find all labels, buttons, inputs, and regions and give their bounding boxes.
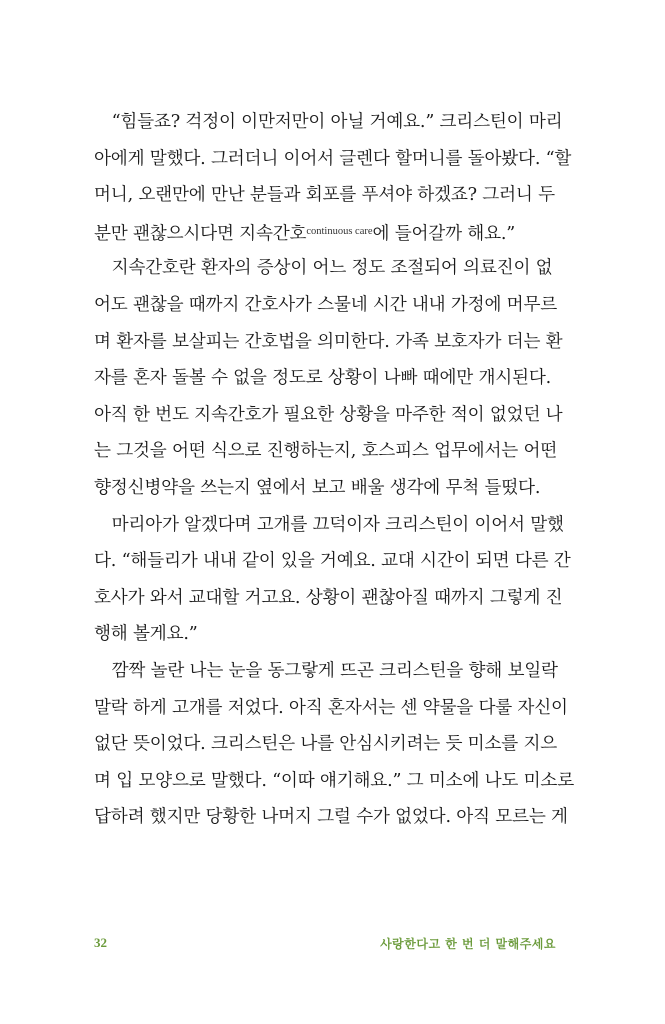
text-line: 머니, 오랜만에 만난 분들과 회포를 푸셔야 하겠죠? 그러니 두 (94, 185, 555, 206)
text-line: 깜짝 놀란 나는 눈을 동그랗게 뜨곤 크리스틴을 향해 보일락 (111, 660, 558, 681)
text-line: “힘들죠? 걱정이 이만저만이 아닐 거예요.” 크리스틴이 마리 (111, 112, 563, 132)
text-line: 아에게 말했다. 그러더니 이어서 글렌다 할머니를 돌아봤다. “할 (94, 148, 572, 169)
page-number: 32 (94, 935, 107, 950)
text-line: 호사가 와서 교대할 거고요. 상황이 괜찮아질 때까지 그렇게 진 (94, 587, 563, 608)
text-fragment: 분만 괜찮으시다면 지속간호 (94, 223, 307, 244)
text-line: 자를 혼자 돌볼 수 없을 정도로 상황이 나빠 때에만 개시된다. (94, 368, 552, 389)
text-line: 말락 하게 고개를 저었다. 아직 혼자서는 센 약물을 다룰 자신이 (94, 697, 568, 718)
text-line: 는 그것을 어떤 식으로 진행하는지, 호스피스 업무에서는 어떤 (94, 441, 558, 462)
text-fragment: 에 들어갈까 해요.” (372, 223, 516, 244)
paragraph-4 (94, 653, 575, 836)
text-line: 행해 볼게요.” (94, 624, 198, 645)
text-line: 답하려 했지만 당황한 나머지 그럴 수가 없었다. 아직 모르는 게 (94, 807, 568, 828)
paragraph-1 (94, 104, 572, 250)
text-line: 마리아가 알겠다며 고개를 끄덕이자 크리스틴이 이어서 말했 (111, 514, 564, 535)
text-line: 며 환자를 보살피는 간호법을 의미한다. 가족 보호자가 더는 환 (94, 331, 563, 352)
running-title: 사랑한다고 한 번 더 말해주세요 (380, 937, 556, 951)
text-line-with-gloss (94, 214, 556, 251)
body-text (94, 104, 575, 836)
text-line: 지속간호란 환자의 증상이 어느 정도 조절되어 의료진이 없 (111, 258, 553, 279)
text-line: 며 입 모양으로 말했다. “이따 얘기해요.” 그 미소에 나도 미소로 (94, 770, 575, 791)
text-line: 없단 뜻이었다. 크리스틴은 나를 안심시키려는 듯 미소를 지으 (94, 734, 558, 755)
english-gloss: continuous care (306, 225, 373, 237)
text-line: 다. “해들리가 내내 같이 있을 거예요. 교대 시간이 되면 다른 간 (94, 551, 571, 572)
text-line: 향정신병약을 쓰는지 옆에서 보고 배울 생각에 무척 들떴다. (94, 477, 541, 498)
text-line: 아직 한 번도 지속간호가 필요한 상황을 마주한 적이 없었던 나 (94, 404, 563, 425)
text-line: 어도 괜찮을 때까지 간호사가 스물네 시간 내내 가정에 머무르 (94, 294, 558, 315)
paragraph-2 (94, 250, 563, 506)
paragraph-3 (94, 507, 571, 653)
